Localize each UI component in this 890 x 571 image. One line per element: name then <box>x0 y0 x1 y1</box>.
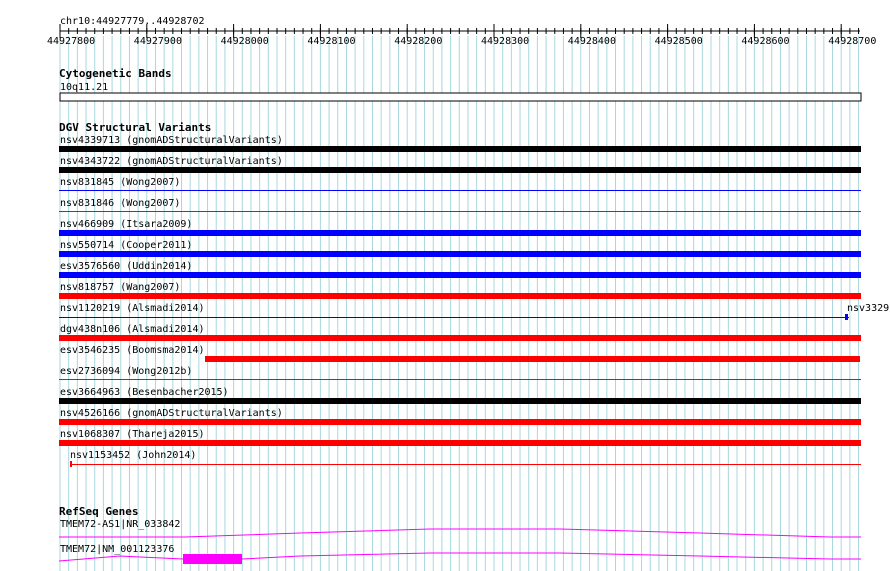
dgv-feature[interactable] <box>59 366 861 380</box>
dgv-feature-label: nsv1120219 (Alsmadi2014) <box>60 303 205 314</box>
dgv-feature-bar[interactable] <box>59 293 861 299</box>
dgv-feature[interactable] <box>59 261 861 278</box>
dgv-feature[interactable] <box>59 303 849 320</box>
dgv-feature-label: nsv1153452 (John2014) <box>70 450 197 461</box>
dgv-feature-label: nsv831845 (Wong2007) <box>60 177 181 188</box>
dgv-feature[interactable] <box>70 450 861 467</box>
refseq-gene[interactable] <box>59 544 861 564</box>
cytoband-track <box>59 67 861 101</box>
dgv-feature[interactable] <box>59 429 861 446</box>
dgv-feature-label: esv3576560 (Uddin2014) <box>60 261 193 272</box>
dgv-feature-label: esv3664963 (Besenbacher2015) <box>60 387 229 398</box>
dgv-feature[interactable] <box>59 282 861 299</box>
region-label: chr10:44927779..44928702 <box>60 16 205 27</box>
dgv-feature-bar[interactable] <box>59 379 861 380</box>
ruler-tick-label: 44928500 <box>654 36 703 47</box>
dgv-feature-label: nsv4343722 (gnomADStructuralVariants) <box>60 156 283 167</box>
ruler-tick-label: 44928100 <box>307 36 356 47</box>
dgv-feature-bar[interactable] <box>70 464 861 465</box>
dgv-feature-block[interactable] <box>70 461 72 467</box>
ruler-tick-label: 44928600 <box>741 36 790 47</box>
dgv-feature-label: nsv4339713 (gnomADStructuralVariants) <box>60 135 283 146</box>
dgv-feature-bar[interactable] <box>59 230 861 236</box>
ruler <box>47 16 876 47</box>
dgv-feature-bar[interactable] <box>59 211 861 212</box>
dgv-track <box>59 121 889 467</box>
dgv-feature-label: nsv466909 (Itsara2009) <box>60 219 193 230</box>
dgv-feature-bar[interactable] <box>59 167 861 173</box>
dgv-feature-label: nsv1068307 (Thareja2015) <box>60 429 205 440</box>
dgv-feature[interactable] <box>59 408 861 425</box>
ruler-tick-label: 44928200 <box>394 36 443 47</box>
gene-label: TMEM72|NM_001123376 <box>60 544 175 555</box>
gene-label: TMEM72-AS1|NR_033842 <box>60 519 181 530</box>
dgv-feature-bar[interactable] <box>205 356 860 362</box>
refseq-track-title: RefSeq Genes <box>59 505 139 518</box>
dgv-feature-bar[interactable] <box>59 146 861 152</box>
dgv-feature[interactable] <box>59 324 861 341</box>
cytoband-bar[interactable] <box>60 93 861 101</box>
dgv-feature-label: nsv818757 (Wang2007) <box>60 282 181 293</box>
dgv-track-title: DGV Structural Variants <box>59 121 212 134</box>
dgv-feature[interactable] <box>59 177 861 191</box>
dgv-feature-block[interactable] <box>845 314 848 320</box>
dgv-feature-bar[interactable] <box>59 398 861 404</box>
dgv-feature-bar[interactable] <box>59 317 849 318</box>
gene-intron-line[interactable] <box>59 553 861 561</box>
dgv-feature-label: dgv438n106 (Alsmadi2014) <box>60 324 205 335</box>
dgv-feature-bar[interactable] <box>59 190 861 191</box>
dgv-feature-bar[interactable] <box>59 419 861 425</box>
dgv-feature[interactable] <box>60 345 860 362</box>
dgv-feature[interactable] <box>59 135 861 152</box>
ruler-tick-label: 44928300 <box>481 36 530 47</box>
ruler-tick-label: 44928400 <box>567 36 616 47</box>
refseq-gene[interactable] <box>59 519 861 537</box>
refseq-track <box>59 505 861 564</box>
ruler-tick-label: 44927900 <box>133 36 182 47</box>
dgv-feature-bar[interactable] <box>59 272 861 278</box>
dgv-feature-label: nsv4526166 (gnomADStructuralVariants) <box>60 408 283 419</box>
ruler-tick-label: 44928000 <box>220 36 269 47</box>
dgv-feature-bar[interactable] <box>59 440 861 446</box>
dgv-feature[interactable] <box>59 387 861 404</box>
dgv-feature-bar[interactable] <box>59 335 861 341</box>
dgv-feature-label: nsv550714 (Cooper2011) <box>60 240 193 251</box>
dgv-feature-label: esv2736094 (Wong2012b) <box>60 366 193 377</box>
ruler-tick-label: 44927800 <box>47 36 96 47</box>
ruler-tick-label: 44928700 <box>828 36 877 47</box>
dgv-feature[interactable] <box>59 156 861 173</box>
dgv-feature[interactable] <box>59 198 861 212</box>
cytoband-label: 10q11.21 <box>60 82 109 93</box>
dgv-feature-label: nsv831846 (Wong2007) <box>60 198 181 209</box>
dgv-feature-label: esv3546235 (Boomsma2014) <box>60 345 205 356</box>
gene-intron-line[interactable] <box>59 529 861 537</box>
gene-exon[interactable] <box>183 554 242 564</box>
dgv-feature[interactable] <box>59 219 861 236</box>
cytoband-track-title: Cytogenetic Bands <box>59 67 172 80</box>
dgv-overflow-label: nsv3329 <box>847 303 890 314</box>
dgv-feature[interactable] <box>59 240 861 257</box>
dgv-feature-bar[interactable] <box>59 251 861 257</box>
